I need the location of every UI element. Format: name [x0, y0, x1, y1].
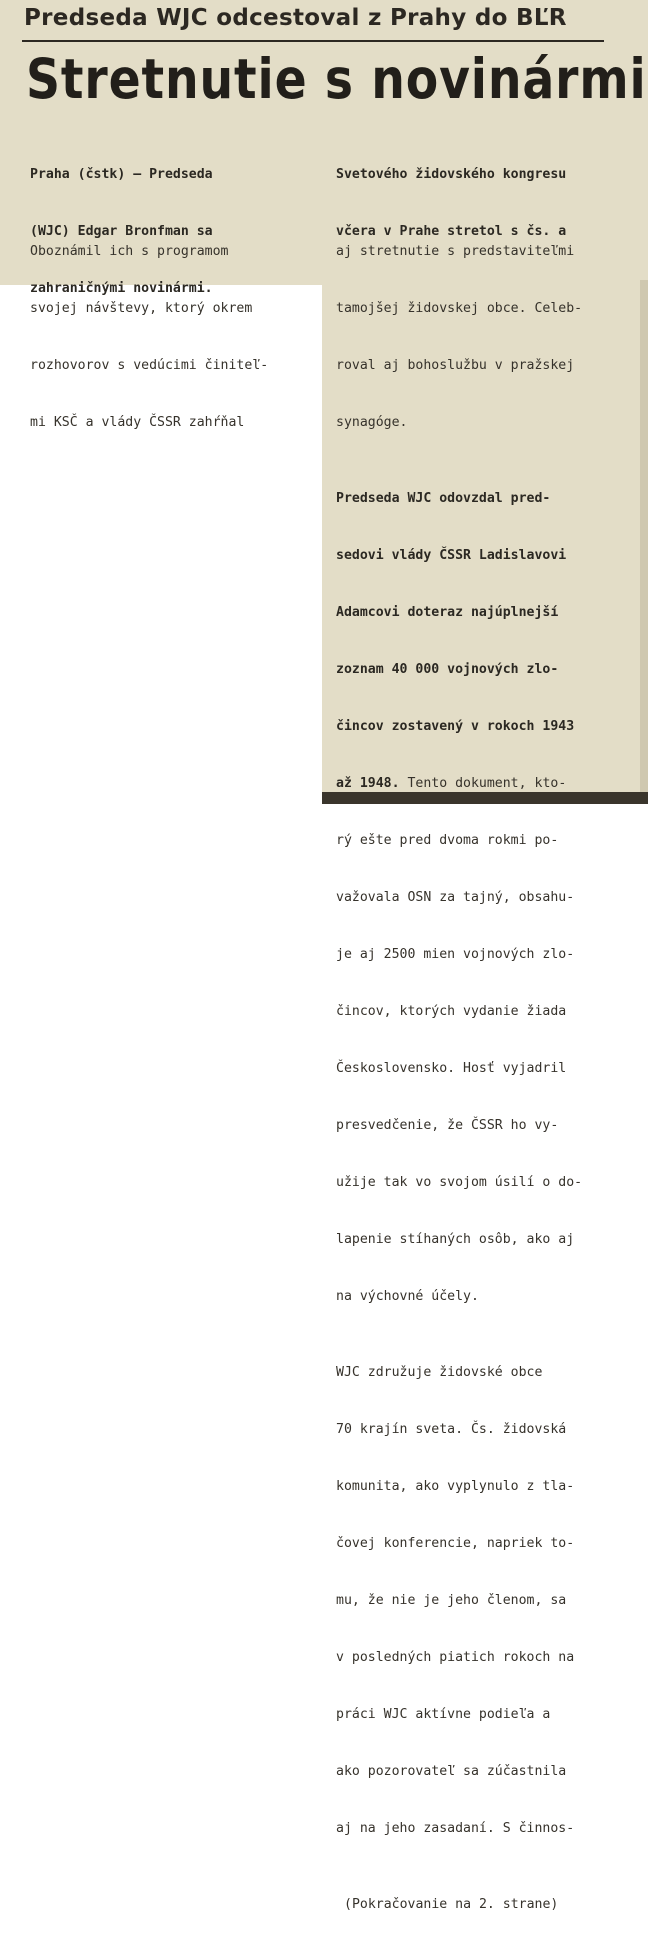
body-right-column — [336, 204, 582, 1952]
text-line: (WJC) Edgar Bronfman sa — [30, 224, 213, 239]
text-line: sedovi vlády ČSSR Ladislavovi — [336, 548, 567, 563]
bold-fragment: až 1948. — [336, 776, 400, 791]
text-line: presvedčenie, že ČSSR ho vy- — [336, 1118, 559, 1133]
text-line: Oboznámil ich s programom — [30, 244, 229, 259]
text-line: Československo. Hosť vyjadril — [336, 1061, 567, 1076]
text-line: užije tak vo svojom úsilí o do- — [336, 1175, 583, 1190]
text-line: tamojšej židovskej obce. Celeb- — [336, 301, 583, 316]
text-line: komunita, ako vyplynulo z tla- — [336, 1479, 575, 1494]
text-line: je aj 2500 mien vojnových zlo- — [336, 947, 575, 962]
text-line: rý ešte pred dvoma rokmi po- — [336, 833, 559, 848]
text-line: čincov zostavený v rokoch 1943 — [336, 719, 575, 734]
text-line: čovej konferencie, napriek to- — [336, 1536, 575, 1551]
paper-right-edge — [640, 280, 648, 792]
text-line: na výchovné účely. — [336, 1289, 479, 1304]
text-line: svojej návštevy, ktorý okrem — [30, 301, 253, 316]
text-line: Svetového židovského kongresu — [336, 167, 567, 182]
text-line: ako pozorovateľ sa zúčastnila — [336, 1764, 567, 1779]
text-line: aj na jeho zasadaní. S činnos- — [336, 1821, 575, 1836]
text-line: mu, že nie je jeho členom, sa — [336, 1593, 567, 1608]
kicker-underline — [22, 40, 604, 42]
text-line: Praha (čstk) — Predseda — [30, 167, 213, 182]
continuation-note: (Pokračovanie na 2. strane) — [344, 1897, 559, 1912]
text-line: roval aj bohoslužbu v pražskej — [336, 358, 575, 373]
regular-fragment: Tento dokument, kto- — [399, 776, 567, 791]
text-line: Adamcovi doteraz najúplnejší — [336, 605, 559, 620]
text-line: práci WJC aktívne podieľa a — [336, 1707, 551, 1722]
text-line: zahraničnými novinármi. — [30, 281, 213, 296]
article-kicker: Predseda WJC odcestoval z Prahy do BĽR — [24, 5, 567, 31]
text-line: važovala OSN za tajný, obsahu- — [336, 890, 575, 905]
body-left-column — [30, 204, 268, 470]
text-line: rozhovorov s vedúcimi činiteľ- — [30, 358, 269, 373]
text-line: WJC združuje židovské obce — [336, 1365, 543, 1380]
text-line: čincov, ktorých vydanie žiada — [336, 1004, 567, 1019]
text-line: zoznam 40 000 vojnových zlo- — [336, 662, 559, 677]
text-line-mixed — [336, 774, 582, 793]
text-line: mi KSČ a vlády ČSSR zahŕňal — [30, 415, 245, 430]
article-headline: Stretnutie s novinármi — [26, 47, 647, 111]
text-line: včera v Prahe stretol s čs. a — [336, 224, 567, 239]
text-line: lapenie stíhaných osôb, ako aj — [336, 1232, 575, 1247]
text-line: v posledných piatich rokoch na — [336, 1650, 575, 1665]
text-line: aj stretnutie s predstaviteľmi — [336, 244, 575, 259]
text-line: Predseda WJC odovzdal pred- — [336, 491, 551, 506]
text-line: synagóge. — [336, 415, 408, 430]
text-line: 70 krajín sveta. Čs. židovská — [336, 1422, 567, 1437]
